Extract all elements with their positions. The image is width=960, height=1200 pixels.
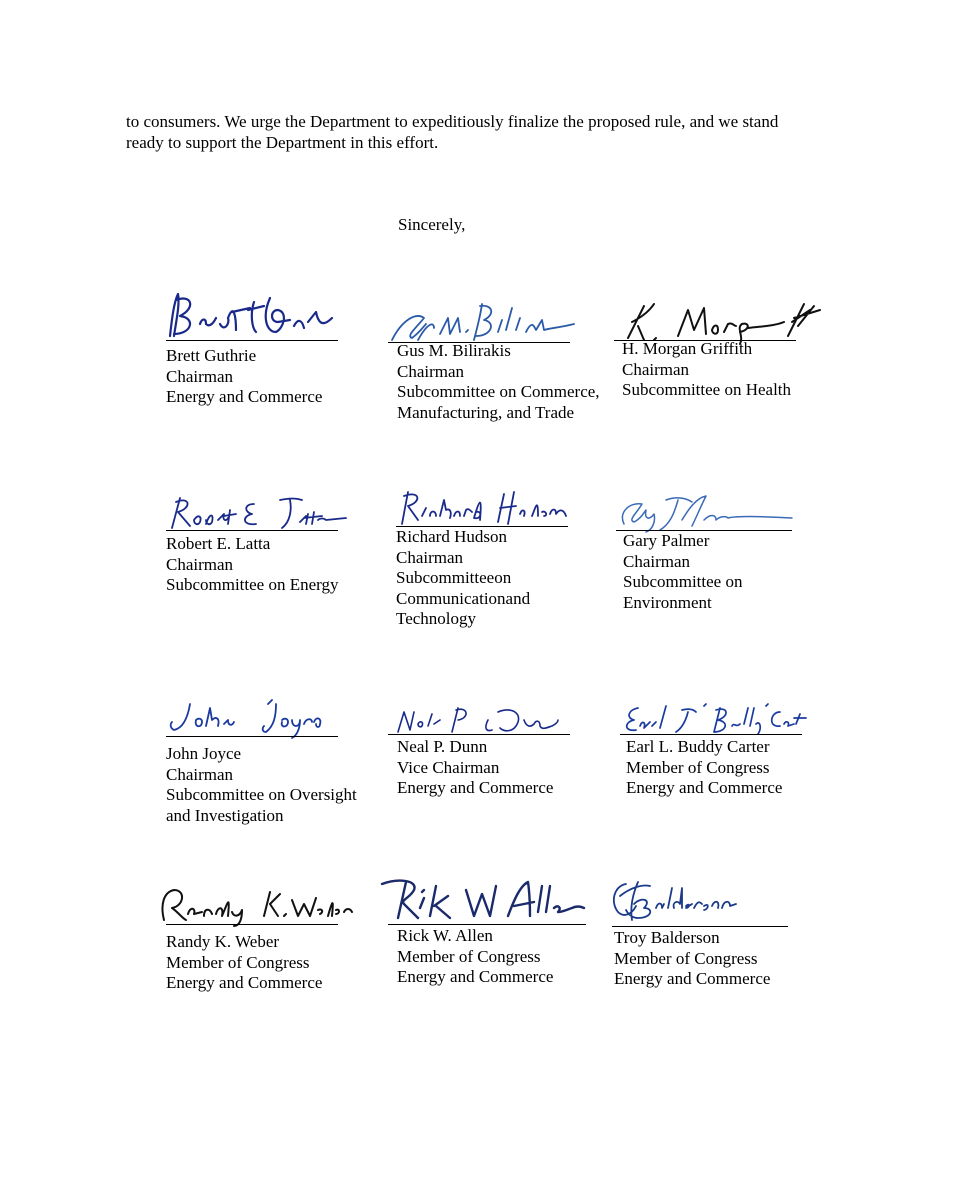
- handwritten-signature-latta: [166, 490, 346, 534]
- signatory-title: Vice Chairman: [397, 757, 500, 777]
- signature-line: [388, 734, 570, 735]
- signatory-name: Randy K. Weber: [166, 932, 280, 951]
- signature-line: [612, 926, 788, 927]
- signatory-title: Chairman: [397, 361, 465, 381]
- signature-line: [388, 924, 586, 925]
- signature-stroke: [170, 294, 332, 336]
- handwritten-signature-hudson: [396, 486, 576, 530]
- signatory-name: Troy Balderson: [614, 928, 720, 947]
- signatory-title: Chairman: [623, 551, 691, 571]
- handwritten-signature-weber: [156, 882, 356, 928]
- signatory-committee: Energy and Commerce: [626, 778, 783, 797]
- signatory-name: Gus M. Bilirakis: [397, 341, 511, 360]
- intro-line-2: ready to support the Department in this effort.: [126, 133, 439, 152]
- signatory-name: John Joyce: [166, 744, 242, 763]
- handwritten-signature-balderson: [606, 874, 796, 924]
- signatory-committee: Energy and Commerce: [166, 387, 323, 406]
- signatory-title: Chairman: [396, 547, 464, 567]
- signature-stroke: [402, 492, 566, 524]
- signatory-name: Brett Guthrie: [166, 346, 257, 365]
- signature-stroke: [614, 882, 736, 920]
- letter-intro: [126, 111, 846, 153]
- signatory-committee: Subcommittee on Oversight: [166, 785, 357, 804]
- signatory-committee-cont-2: Technology: [396, 609, 477, 628]
- signatory-name: Neal P. Dunn: [397, 737, 488, 756]
- signature-stroke: [627, 704, 806, 734]
- handwritten-signature-guthrie: [166, 288, 346, 343]
- signatory-committee-cont: Manufacturing, and Trade: [397, 402, 575, 422]
- handwritten-signature-allen: [378, 872, 588, 926]
- signatory-committee: Energy and Commerce: [397, 967, 554, 986]
- signature-stroke: [392, 304, 574, 340]
- signature-stroke: [622, 496, 792, 532]
- signature-line: [166, 736, 338, 737]
- signatory-name: Earl L. Buddy Carter: [626, 737, 770, 756]
- signature-stroke: [628, 304, 820, 344]
- signatory-committee: Subcommittee on: [623, 572, 743, 591]
- signatory-committee: Subcommittee on Energy: [166, 575, 339, 594]
- signatory-committee: Energy and Commerce: [166, 973, 323, 992]
- signature-stroke: [162, 890, 352, 926]
- signatory-title: Chairman: [166, 554, 234, 574]
- closing-salutation: Sincerely,: [398, 215, 466, 234]
- signature-stroke: [398, 708, 558, 732]
- signatory-name: Robert E. Latta: [166, 534, 271, 553]
- signatory-committee: Energy and Commerce: [397, 778, 554, 797]
- signatory-committee-cont: and Investigation: [166, 805, 284, 825]
- signature-line: [166, 340, 338, 341]
- handwritten-signature-joyce: [166, 698, 336, 738]
- signature-stroke: [382, 881, 584, 918]
- signatory-title: Member of Congress: [614, 948, 758, 968]
- signatory-committee: Subcommitteeon: [396, 568, 512, 587]
- signatory-title: Chairman: [166, 366, 234, 386]
- signatory-committee: Energy and Commerce: [614, 969, 771, 988]
- signature-stroke: [172, 498, 346, 528]
- signature-stroke: [171, 700, 321, 738]
- signatory-title: Chairman: [622, 359, 690, 379]
- signatory-committee: Subcommittee on Health: [622, 380, 792, 399]
- signatory-name: Richard Hudson: [396, 527, 507, 546]
- handwritten-signature-palmer: [616, 490, 806, 534]
- signatory-committee-cont: Communicationand: [396, 588, 531, 608]
- signatory-name: Gary Palmer: [623, 531, 710, 550]
- signatory-name: H. Morgan Griffith: [622, 339, 753, 358]
- signatory-committee: Subcommittee on Commerce,: [397, 382, 600, 401]
- signatory-committee-cont: Environment: [623, 592, 712, 612]
- intro-line-1: to consumers. We urge the Department to expeditiously finalize the proposed rule, and we stand: [126, 112, 779, 131]
- signature-line: [166, 924, 338, 925]
- signatory-title: Member of Congress: [166, 952, 310, 972]
- signature-line: [166, 530, 338, 531]
- signature-line: [620, 734, 802, 735]
- signatory-title: Chairman: [166, 764, 234, 784]
- signatory-name: Rick W. Allen: [397, 926, 493, 945]
- signatory-title: Member of Congress: [626, 757, 770, 777]
- signatory-title: Member of Congress: [397, 946, 541, 966]
